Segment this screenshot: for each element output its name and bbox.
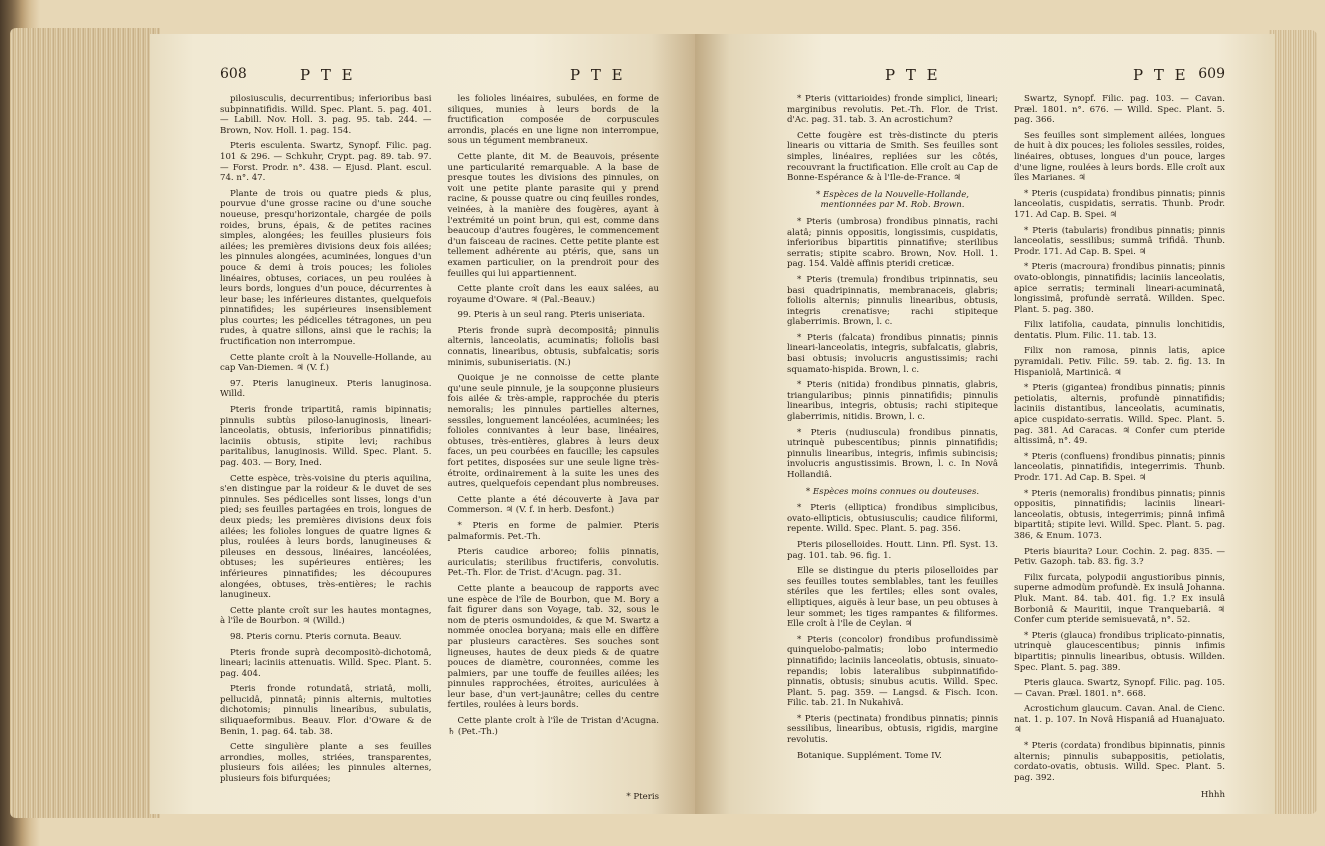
paragraph: * Pteris (cordata) frondibus bipinnatis, pinnis alternis; pinnulis subappositis, petiolatis, cordato-ovatis, obtusis. Willd. Spec. Plant. 5. pag. 392. <box>1014 741 1225 783</box>
paragraph: * Pteris (concolor) frondibus profundissimè quinquelobo-palmatis; lobo intermedio pinnatifido; laciniis lanceolatis, obtusis, sinuato-repandis; lobis lateralibus subpinnatifido-pinnatis, obtusis; sinubus acutis. Willd. Spec. Plant. 5. pag. 359. — Langsd. & Fisch. Icon. Filic. tab. 21. In Nukahivâ. <box>787 634 998 709</box>
left-running-head-2: P T E <box>570 66 626 84</box>
right-running-head-1: P T E <box>885 66 941 84</box>
right-running-head-2: P T E <box>1133 66 1189 84</box>
right-column-1 <box>787 94 998 788</box>
paragraph: Acrostichum glaucum. Cavan. Anal. de Cienc. nat. 1. p. 107. In Novâ Hispaniâ ad Huanajuato. ♃ <box>1014 704 1225 736</box>
paragraph: * Pteris (umbrosa) frondibus pinnatis, rachi alatâ; pinnis oppositis, longissimis, cuspidatis, inferioribus bipartitis pinnatifive; sterilibus serratis; stipite scabro. Brown, Nov. Holl. 1. pag. 154. Valdè affinis pteridi creticæ. <box>787 216 998 270</box>
paragraph: les folioles linéaires, subulées, en forme de siliques, munies à leurs bords de la fructification composée de corpuscules arrondis, placés en une ligne non interrompue, sous un tégument membraneux. <box>447 94 659 147</box>
paragraph: Pteris caudice arboreo; foliis pinnatis, auriculatis; sterilibus fructiferis, convolutis. Pet.-Th. Flor. de Trist. d'Acugn. pag. 31. <box>447 547 659 579</box>
paragraph: Quoique je ne connoisse de cette plante qu'une seule pinnule, je la soupçonne plusieurs fois ailée & très-ample, rapprochée du pteris nemoralis; les pinnules partielles alternes, sessiles, longuement lancéolées, acuminées; les folioles connivantes à leur base, linéaires, obtuses, très-entières, glabres à leurs deux faces, un peu courbées en faucille; les capsules fort petites, disposées sur une seule ligne très-étroite, ordinairement à la suite les unes des autres, quelquefois cependant plus nombreuses. <box>447 373 659 490</box>
paragraph: * Pteris (nitida) frondibus pinnatis, glabris, triangularibus; pinnis pinnatifidis; pinnulis linearibus, integris, obtusis; rachi stipiteque glaberrimis, nitidis. Brown, l. c. <box>787 380 998 423</box>
paragraph: Filix non ramosa, pinnis latis, apice pyramidali. Petiv. Filic. 59. tab. 2. fig. 13. In Hispaniolâ, Martinicâ. ♃ <box>1014 346 1225 378</box>
paragraph: * Pteris (tremula) frondibus tripinnatis, seu basi quadripinnatis, membranaceis, glabris; foliolis alternis; pinnulis linearibus, obtusis, integris crenatisve; rachi stipiteque glaberrimis. Brown, l. c. <box>787 274 998 328</box>
paragraph: Pteris fronde suprà decompositò-dichotomâ, lineari; laciniis attenuatis. Willd. Spec. Plant. 5. pag. 404. <box>220 647 432 679</box>
page-edges-left <box>10 28 160 818</box>
paragraph: * Pteris (nemoralis) frondibus pinnatis; pinnis oppositis, pinnatifidis; laciniis lineari-lanceolatis, obtusis, integerrimis; pinnâ infimâ bipartitâ; stipite levi. Willd. Spec. Plant. 5. pag. 386, & Enum. 1073. <box>1014 488 1225 541</box>
left-column-1 <box>220 94 432 790</box>
right-page-header <box>787 66 1225 88</box>
left-catchword: * Pteris <box>626 791 659 802</box>
paragraph: * Pteris (glauca) frondibus triplicato-pinnatis, utrinquè glaucescentibus; pinnis infimis bipartitis; pinnulis linearibus, obtusis. Willden. Spec. Plant. 5. pag. 389. <box>1014 630 1225 673</box>
paragraph: 98. Pteris cornu. Pteris cornuta. Beauv. <box>230 631 402 642</box>
paragraph: Filix latifolia, caudata, pinnulis lonchitidis, dentatis. Plum. Filic. 11. tab. 13. <box>1014 320 1225 341</box>
paragraph: Cette plante croît à la Nouvelle-Hollande, au cap Van-Diemen. ♃ (V. f.) <box>220 352 432 374</box>
paragraph: * Espèces moins connues ou douteuses. <box>805 486 980 497</box>
paragraph: * Pteris (tabularis) frondibus pinnatis; pinnis lanceolatis, sessilibus; summâ trifidâ. Thunb. Prodr. 171. Ad Cap. B. Spei. ♃ <box>1014 225 1225 257</box>
left-page-header <box>220 66 659 88</box>
paragraph: Pteris fronde rotundatâ, striatâ, molli, pellucidâ, pinnatâ; pinnis alternis, multoties dichotomis; pinnulis linearibus, subulatis, siliquaeformibus. Beauv. Flor. d'Oware & de Benin, 1. pag. 64. tab. 38. <box>220 684 432 737</box>
paragraph: Ses feuilles sont simplement ailées, longues de huit à dix pouces; les folioles sessiles, roides, linéaires, obtuses, longues d'un pouce, larges d'une ligne, roulées à leurs bords. Elle croît aux îles Marianes. ♃ <box>1014 130 1225 184</box>
right-page-number: 609 <box>1198 66 1225 82</box>
left-page-number: 608 <box>220 66 247 82</box>
right-column-2 <box>1014 94 1225 788</box>
paragraph: * Pteris (nudiuscula) frondibus pinnatis, utrinquè pubescentibus; pinnis pinnatifidis; pinnulis linearibus, integris, infimis subincisis; involucris angustissimis. Brown, l. c. In Novâ Hollandiâ. <box>787 427 998 480</box>
paragraph: Cette plante a été découverte à Java par Commerson. ♃ (V. f. in herb. Desfont.) <box>447 494 659 516</box>
paragraph: Cette plante, dit M. de Beauvois, présente une particularité remarquable. A la base de presque toutes les divisions des pinnules, on voit une petite plante parasite qui y prend racine, & pousse quatre ou cinq feuilles rondes, veinées, à la manière des fougères, ayant à l'extrémité un point brun, qui est, comme dans beaucoup d'autres fougères, le commencement d'un faisceau de racines. Cette petite plante est tellement adhérente au ptéris, que, sans un examen particulier, on la prendroit pour des feuilles qui lui appartiennent. <box>447 151 659 279</box>
right-page <box>695 34 1275 814</box>
paragraph: * Pteris (confluens) frondibus pinnatis; pinnis lanceolatis, pinnatifidis, integerrimis. Thunb. Prodr. 171. Ad Cap. B. Spei. ♃ <box>1014 451 1225 483</box>
paragraph: * Pteris (macroura) frondibus pinnatis; pinnis ovato-oblongis, pinnatifidis; laciniis lanceolatis, apice serratis; terminali lineari-acuminatâ, longissimâ, profundè serratâ. Willden. Spec. Plant. 5. pag. 380. <box>1014 262 1225 315</box>
paragraph: * Pteris en forme de palmier. Pteris palmaformis. Pet.-Th. <box>447 520 659 542</box>
left-running-head-1: P T E <box>300 66 356 84</box>
paragraph: Cette plante a beaucoup de rapports avec une espèce de l'île de Bourbon, que M. Bory a fait figurer dans son Voyage, tab. 32, sous le nom de pteris osmundoides, & que M. Swartz a nommée onoclea boryana; mais elle en diffère par plusieurs caractères. Ses souches sont ligneuses, hautes de deux pieds & de quatre pouces de diamètre, couronnées, comme les palmiers, par une touffe de feuilles ailées; les pinnules rapprochées, étroites, auriculées à leur base, d'un vert-jaunâtre; celles du centre fertiles, roulées à leurs bords. <box>447 583 659 711</box>
paragraph: Pteris biaurita? Lour. Cochin. 2. pag. 835. — Petiv. Gazoph. tab. 83. fig. 3.? <box>1014 546 1225 568</box>
paragraph: * Espèces de la Nouvelle-Hollande, mentionnées par M. Rob. Brown. <box>815 189 970 211</box>
right-signature: Hhhh <box>1200 790 1225 801</box>
paragraph: 99. Pteris à un seul rang. Pteris uniseriata. <box>457 310 646 321</box>
paragraph: 97. Pteris lanugineux. Pteris lanuginosa. Willd. <box>220 378 432 400</box>
paragraph: * Pteris (falcata) frondibus pinnatis; pinnis lineari-lanceolatis, integris, subfalcatis, glabris, basi obtusis; involucris angustissimis; rachi squamato-hispida. Brown, l. c. <box>787 332 998 375</box>
paragraph: * Pteris (cuspidata) frondibus pinnatis; pinnis lanceolatis, cuspidatis, serratis. Thunb. Prodr. 171. Ad Cap. B. Spei. ♃ <box>1014 188 1225 220</box>
paragraph: * Pteris (vittarioides) fronde simplici, lineari; marginibus revolutis. Pet.-Th. Flor. de Trist. d'Ac. pag. 31. tab. 3. An acrostichum? <box>787 94 998 126</box>
paragraph: * Pteris (gigantea) frondibus pinnatis; pinnis petiolatis, alternis, profundè pinnatifidis; laciniis distantibus, lanceolatis, acuminatis, apice cuspidato-serratis. Willd. Spec. Plant. 5. pag. 381. Ad Caracas. ♃ Confer cum pteride altissimâ, n°. 49. <box>1014 383 1225 447</box>
paragraph: Filix furcata, polypodii angustioribus pinnis, superne admodùm profundè. Ex insulâ Johanna. Pluk. Mant. 84. tab. 401. fig. 1.? Ex insulâ Borboniâ & Mauritii, inque Tranquebariâ. ♃ Confer cum pteride semisuevatâ, n°. 52. <box>1014 572 1225 626</box>
paragraph: Pteris fronde suprà decompositâ; pinnulis alternis, lanceolatis, acuminatis; foliolis basi connatis, linearibus, obtusis, subfalcatis; soris minimis, subuniseriatis. (N.) <box>447 325 659 368</box>
paragraph: Cette fougère est très-distincte du pteris linearis ou vittaria de Smith. Ses feuilles sont simples, linéaires, repliées sur les côtés, recouvrant la fructification. Elle croît au Cap de Bonne-Espérance & à l'Ile-de-France. ♃ <box>787 130 998 184</box>
paragraph: * Pteris (elliptica) frondibus simplicibus, ovato-ellipticis, obtusiusculis; caudice filiformi, repente. Willd. Spec. Plant. 5. pag. 356. <box>787 503 998 535</box>
paragraph: Pteris fronde tripartitâ, ramis bipinnatis; pinnulis subtùs piloso-lanuginosis, lineari-lanceolatis, obtusis, inferioribus pinnatifidis; laciniis obtusis, stipite levi; rachibus paritalibus, lanuginosis. Willd. Spec. Plant. 5. pag. 403. — Bory, Ined. <box>220 405 432 468</box>
paragraph: Swartz, Synopf. Filic. pag. 103. — Cavan. Præl. 1801. n°. 676. — Willd. Spec. Plant. 5. pag. 366. <box>1014 94 1225 126</box>
paragraph: Cette plante croît dans les eaux salées, au royaume d'Oware. ♃ (Pal.-Beauv.) <box>447 284 659 305</box>
paragraph: Pteris esculenta. Swartz, Synopf. Filic. pag. 101 & 296. — Schkuhr, Crypt. pag. 89. tab. 97. — Forst. Prodr. n°. 438. — Ejusd. Plant. escul. 74. n°. 47. <box>220 141 432 184</box>
paragraph: pilosiusculis, decurrentibus; inferioribus basi subpinnatifidis. Willd. Spec. Plant. 5. pag. 401. — Labill. Nov. Holl. 3. pag. 95. tab. 244. — Brown, Nov. Holl. 1. pag. 154. <box>220 94 432 136</box>
paragraph: * Pteris (pectinata) frondibus pinnatis; pinnis sessilibus, linearibus, obtusis, rigidis, margine revolutis. <box>787 713 998 746</box>
paragraph: Cette espèce, très-voisine du pteris aquilina, s'en distingue par la roideur & le duvet de ses pinnules. Ses pédicelles sont lisses, longs d'un pied; ses feuilles partagées en trois, longues de deux pieds; les premières divisions deux fois ailées; les folioles longues de quatre lignes & plus, roulées à leurs bords, lanugineuses & pileuses en dessous, linéaires, lancéolées, obtuses; les supérieures entières; les inférieures pinnatifides; les découpures alongées, obtuses, très-entières; le rachis lanugineux. <box>220 473 432 601</box>
paragraph: Cette plante croît sur les hautes montagnes, à l'île de Bourbon. ♃ (Willd.) <box>220 605 432 627</box>
left-column-2 <box>448 94 660 790</box>
left-page <box>150 34 695 814</box>
page-edges-right <box>1269 30 1317 814</box>
paragraph: Pteris glauca. Swartz, Synopf. Filic. pag. 105. — Cavan. Præl. 1801. n°. 668. <box>1014 678 1225 699</box>
paragraph: Elle se distingue du pteris piloselloides par ses feuilles toutes semblables, tant les feuilles stériles que les fertiles; elles sont ovales, elliptiques, aiguës à leur base, un peu obtuses à leur sommet; les tiges rampantes & filiformes. Elle croît à l'île de Ceylan. ♃ <box>787 566 998 630</box>
paragraph: Botanique. Supplément. Tome IV. <box>797 750 942 761</box>
paragraph: Cette singulière plante a ses feuilles arrondies, molles, striées, transparentes, plusieurs fois ailées; les pinnules alternes, plusieurs fois bifurquées; <box>220 742 432 785</box>
paragraph: Pteris piloselloides. Houtt. Linn. Pfl. Syst. 13. pag. 101. tab. 96. fig. 1. <box>787 539 998 561</box>
paragraph: Cette plante croît à l'île de Tristan d'Acugna. ♄ (Pet.-Th.) <box>447 716 659 737</box>
paragraph: Plante de trois ou quatre pieds & plus, pourvue d'une grosse racine ou d'une souche noueuse, presqu'horizontale, chargée de poils roides, bruns, épais, & de petites racines simples, alongées; les feuilles plusieurs fois ailées; les premières divisions deux fois ailées; les pinnules alongées, acuminées, longues d'un pouce & demi à trois pouces; les folioles linéaires, obtuses, coriaces, un peu roulées à leurs bords, longues d'un pouce, décurrentes à leur base; les inférieures distantes, quelquefois pinnatifides; les supérieures insensiblement plus courtes; les pédicelles tétragones, un peu rudes, à quatre sillons, ainsi que le rachis; la fructification non interrompue. <box>220 188 432 348</box>
